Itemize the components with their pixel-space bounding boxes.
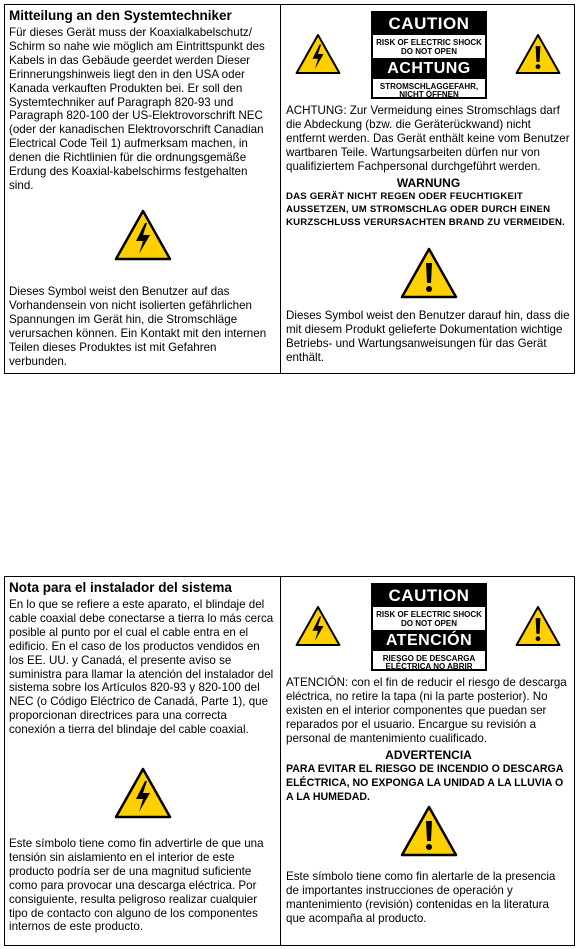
lightning-triangle-icon: [114, 767, 172, 819]
german-warning-text: DAS GERÄT NICHT REGEN ODER FEUCHTIGKEIT AUSSETZEN, UM STROMSCHLAG ODER DURCH EINEN KURZSCHLUSS VERURSACHTEN BRAND ZU VERMEIDEN.: [286, 190, 566, 228]
spanish-right-column: [286, 676, 571, 804]
german-left-column: [9, 8, 275, 193]
german-notice-panel: [4, 4, 575, 374]
achtung-heading: ACHTUNG: [373, 58, 485, 79]
spanish-notice-panel: [4, 576, 575, 946]
atencion-sub-1: RIESGO DE DESCARGA: [382, 654, 476, 663]
german-exclamation-text: Dieses Symbol weist den Benutzer darauf hin, dass die mit diesem Produkt gelieferte Dokumentation wichtige Betriebs- und Wartungsanweisungen für das Gerät enthält.: [286, 309, 570, 364]
german-exclamation-icon-wrap: [281, 247, 576, 299]
caution-sub-1: RISK OF ELECTRIC SHOCK: [376, 610, 482, 619]
spanish-warning-text: PARA EVITAR EL RIESGO DE INCENDIO O DESCARGA ELÉCTRICA, NO EXPONGA LA UNIDAD A LA LLUVIA O A LA HUMEDAD.: [286, 762, 564, 803]
spanish-exclamation-text-col: [286, 870, 571, 926]
achtung-sub-2: NICHT ÖFFNEN: [399, 90, 459, 99]
lightning-triangle-icon: [114, 209, 172, 261]
atencion-sub-2: ELÉCTRICA NO ABRIR: [385, 662, 473, 671]
spanish-caution-text: ATENCIÓN: con el fin de reducir el riesgo de descarga eléctrica, no retire la tapa (ni la parte posterior). No existen en el interior componentes que puedan ser reparados por el usuario. Encargue su revisión a personal de mantenimiento cualificado.: [286, 676, 567, 745]
german-warning-title: WARNUNG: [396, 175, 461, 190]
lightning-triangle-icon: [295, 605, 341, 647]
exclamation-triangle-icon: [400, 805, 458, 857]
column-divider: [280, 577, 281, 945]
german-installer-text: Für dieses Gerät muss der Koaxialkabelschutz/ Schirm so nahe wie möglich am Eintrittspunkt des Kabels in das Gebäude geerdet werden Dieser Erinnerungshinweis liegt den in den USA oder Kanada verkauften Produkten bei. Er soll den Systemtechniker auf Paragraph 820-93 und Paragraph 820-100 der US-Elektrovorschrift NEC (oder der kanadischen Elektrovorschrift Canadian Electrical Code Teil 1) aufmerksam machen, in denen die Richtlinien für die ordnungsgemäße Erdung des Koaxial-kabelschirms festgehalten sind.: [9, 26, 265, 192]
caution-heading: CAUTION: [373, 13, 485, 35]
caution-label: [371, 583, 487, 671]
german-caution-text: ACHTUNG: Zur Vermeidung eines Stromschlags darf die Abdeckung (bzw. die Geräterückwand) nicht entfernt werden. Das Gerät enthält keine vom Benutzer wartbaren Teile. Wartungsarbeiten dürfen nur von qualifiziertem Fachpersonal durchgeführt werden.: [286, 104, 570, 173]
exclamation-triangle-icon: [515, 33, 561, 75]
spanish-exclamation-text: Este símbolo tiene como fin alertarle de la presencia de importantes instrucciones de operación y mantenimiento (revisión) contenidas en la literatura que acompaña al producto.: [286, 870, 556, 925]
spanish-shock-text-col: [9, 837, 275, 934]
caution-sub-2: DO NOT OPEN: [400, 47, 457, 56]
spanish-shock-symbol-text: Este símbolo tiene como fin advertirle de que una tensión sin aislamiento en el interior de este producto podría ser de una magnitud suficiente como para provocar una descarga eléctrica. Por consiguiente, resulta peligroso realizar cualquier tipo de contacto con alguno de los componentes internos de este producto.: [9, 837, 264, 934]
spanish-caution-area: [285, 583, 571, 673]
german-shock-symbol-text: Dieses Symbol weist den Benutzer auf das Vorhandensein von nicht isolierten gefährlichen Spannungen im Gerät hin, die Stromschläge verursachen können. Ein Kontakt mit den internen Teilen dieses Produktes ist mit Gefahren verbunden.: [9, 285, 267, 368]
column-divider: [280, 5, 281, 373]
german-exclamation-text-col: [286, 309, 571, 365]
exclamation-triangle-icon: [400, 247, 458, 299]
german-caution-area: [285, 11, 571, 101]
spanish-exclamation-icon-wrap: [281, 805, 576, 857]
lightning-triangle-icon: [295, 33, 341, 75]
caution-label: [371, 11, 487, 99]
spanish-left-column: [9, 580, 275, 737]
spanish-title: Nota para el instalador del sistema: [9, 580, 232, 595]
spanish-shock-icon-wrap: [5, 767, 280, 819]
achtung-sub-1: STROMSCHLAGGEFAHR,: [379, 82, 479, 91]
caution-sub-1: RISK OF ELECTRIC SHOCK: [376, 38, 482, 47]
caution-heading: CAUTION: [373, 585, 485, 607]
spanish-warning-title: ADVERTENCIA: [385, 747, 472, 762]
exclamation-triangle-icon: [515, 605, 561, 647]
atencion-heading: ATENCIÓN: [373, 630, 485, 651]
caution-sub-2: DO NOT OPEN: [400, 619, 457, 628]
spanish-installer-text: En lo que se refiere a este aparato, el blindaje del cable coaxial debe conectarse a tierra lo más cerca posible al punto por el cual el cable entra en el edificio. En el caso de los productos vendidos en los EE. UU. y Canadá, el presente aviso se suministra para llamar la atención del instalador del sistema sobre los Artículos 820-93 y 820-100 del NEC (o Código Eléctrico de Canadá, Parte 1), que proporcionan directrices para una correcta conexión a tierra del blindaje del cable coaxial.: [9, 598, 274, 737]
german-shock-icon-wrap: [5, 209, 280, 261]
german-title: Mitteilung an den Systemtechniker: [9, 8, 232, 23]
german-right-column: [286, 104, 571, 229]
german-shock-text-col: [9, 285, 275, 368]
